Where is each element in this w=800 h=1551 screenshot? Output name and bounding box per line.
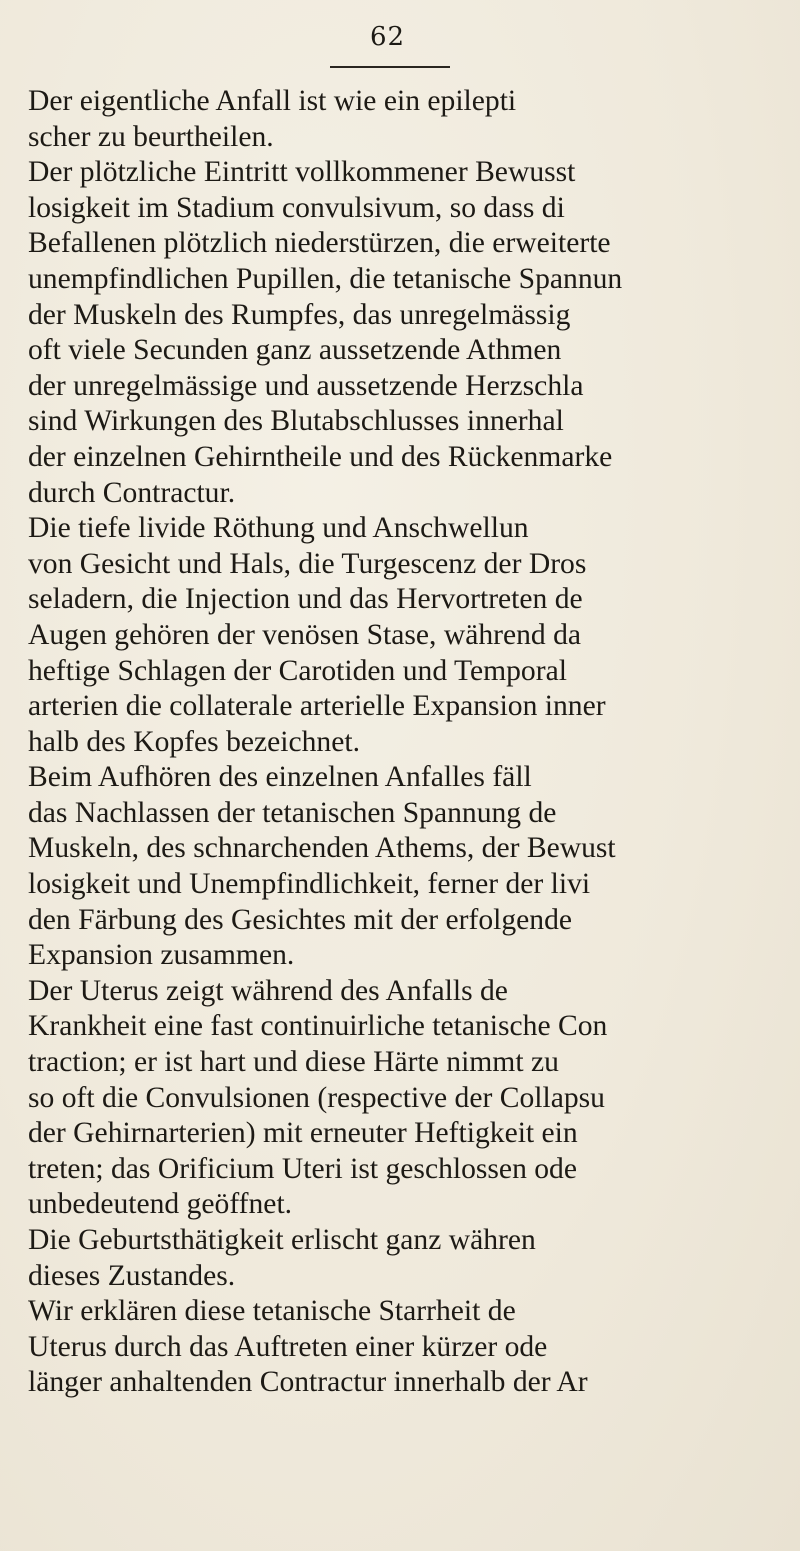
text-line: der Muskeln des Rumpfes, das unregelmässig bbox=[28, 298, 571, 331]
text-line: unempfindlichen Pupillen, die tetanische Spannun bbox=[28, 262, 623, 295]
header-rule bbox=[330, 66, 450, 68]
text-line: Expansion zusammen. bbox=[28, 939, 295, 972]
text-line: der Gehirnarterien) mit erneuter Heftigkeit ein bbox=[28, 1117, 578, 1150]
text-line: treten; das Orificium Uteri ist geschlossen ode bbox=[28, 1152, 577, 1185]
text-line: Der Uterus zeigt während des Anfalls de bbox=[28, 974, 508, 1007]
text-line: der unregelmässige und aussetzende Herzschla bbox=[28, 369, 584, 402]
text-line: heftige Schlagen der Carotiden und Temporal bbox=[28, 654, 567, 687]
page-number: 62 bbox=[370, 22, 406, 52]
text-line: Wir erklären diese tetanische Starrheit de bbox=[28, 1295, 516, 1328]
text-line: das Nachlassen der tetanischen Spannung de bbox=[28, 796, 557, 829]
text-line: Beim Aufhören des einzelnen Anfalles fäll bbox=[28, 761, 532, 794]
text-line: Der eigentliche Anfall ist wie ein epilepti bbox=[28, 85, 517, 117]
text-line: Uterus durch das Auftreten einer kürzer ode bbox=[28, 1330, 548, 1363]
text-line: unbedeutend geöffnet. bbox=[28, 1188, 293, 1221]
text-line: scher zu beurtheilen. bbox=[28, 120, 274, 153]
text-line: seladern, die Injection und das Hervortreten de bbox=[28, 583, 583, 616]
body-text bbox=[28, 84, 800, 1401]
text-line: länger anhaltenden Contractur innerhalb der Ar bbox=[28, 1366, 588, 1399]
text-line: halb des Kopfes bezeichnet. bbox=[28, 725, 360, 758]
text-line: so oft die Convulsionen (respective der Collapsu bbox=[28, 1081, 605, 1114]
text-line: losigkeit im Stadium convulsivum, so dass di bbox=[28, 191, 565, 224]
text-line: dieses Zustandes. bbox=[28, 1259, 236, 1292]
text-line: Die tiefe livide Röthung und Anschwellun bbox=[28, 512, 529, 545]
text-line: Augen gehören der venösen Stase, während da bbox=[28, 618, 582, 651]
text-line: arterien die collaterale arterielle Expansion inner bbox=[28, 690, 606, 723]
text-line: Befallenen plötzlich niederstürzen, die erweiterte bbox=[28, 227, 611, 260]
text-line: oft viele Secunden ganz aussetzende Athmen bbox=[28, 334, 562, 367]
text-line: durch Contractur. bbox=[28, 476, 236, 509]
text-line: von Gesicht und Hals, die Turgescenz der Dros bbox=[28, 547, 587, 580]
text-line: traction; er ist hart und diese Härte nimmt zu bbox=[28, 1046, 559, 1079]
text-line: den Färbung des Gesichtes mit der erfolgende bbox=[28, 903, 573, 936]
text-line: Die Geburtsthätigkeit erlischt ganz währen bbox=[28, 1224, 536, 1256]
text-line: sind Wirkungen des Blutabschlusses innerhal bbox=[28, 405, 564, 438]
text-line: Muskeln, des schnarchenden Athems, der Bewust bbox=[28, 832, 616, 865]
text-line: Krankheit eine fast continuirliche tetanische Con bbox=[28, 1010, 608, 1043]
text-line: der einzelnen Gehirntheile und des Rückenmarke bbox=[28, 440, 613, 473]
text-line: losigkeit und Unempfindlichkeit, ferner der livi bbox=[28, 868, 591, 901]
text-line: Der plötzliche Eintritt vollkommener Bewusst bbox=[28, 156, 576, 189]
